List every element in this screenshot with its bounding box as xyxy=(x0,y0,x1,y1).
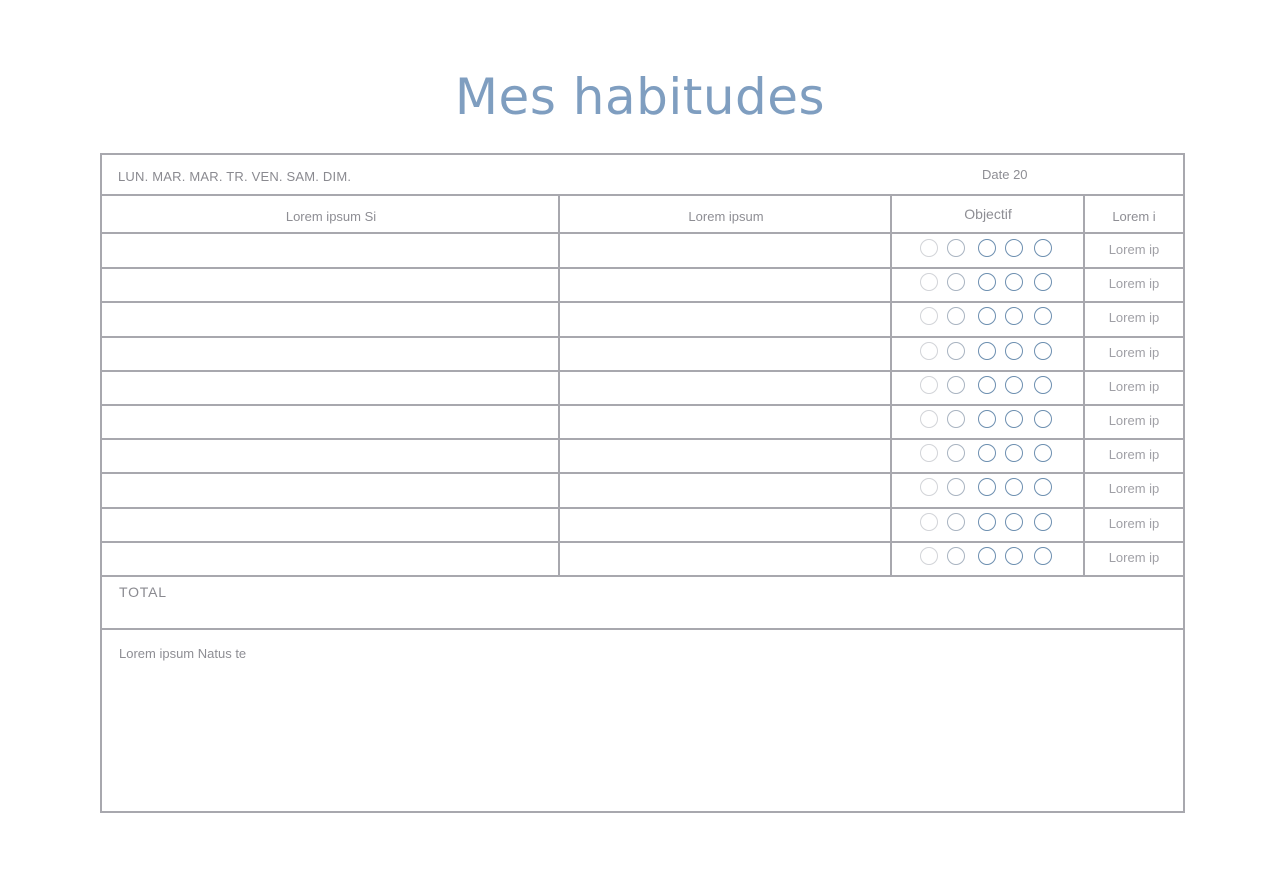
habit-row xyxy=(102,302,1183,336)
objective-circle[interactable] xyxy=(920,513,938,531)
total-label: TOTAL xyxy=(119,584,167,600)
row-label: Lorem ip xyxy=(1108,242,1160,257)
objective-circle[interactable] xyxy=(920,307,938,325)
row-label: Lorem ip xyxy=(1108,344,1160,360)
divider xyxy=(102,575,1183,577)
habit-name-cell[interactable] xyxy=(102,302,558,336)
row-label: Lorem ip xyxy=(1108,447,1160,463)
objective-circle[interactable] xyxy=(947,444,965,462)
objective-circle[interactable] xyxy=(947,513,965,531)
column-header-objectif: Objectif xyxy=(964,206,1012,222)
habit-row xyxy=(102,508,1183,542)
objective-circle[interactable] xyxy=(978,547,996,565)
column-header-habit: Lorem ipsum Si xyxy=(285,209,377,224)
habit-description-cell[interactable] xyxy=(560,234,890,268)
divider xyxy=(102,628,1183,630)
habit-row xyxy=(102,542,1183,576)
habit-row xyxy=(102,473,1183,507)
objective-circle[interactable] xyxy=(1034,410,1052,428)
objective-circle[interactable] xyxy=(920,410,938,428)
row-label: Lorem ip xyxy=(1108,413,1160,428)
objective-circle[interactable] xyxy=(1005,547,1023,565)
habit-name-cell[interactable] xyxy=(102,473,558,507)
objective-circle[interactable] xyxy=(1005,478,1023,496)
objective-circle[interactable] xyxy=(978,444,996,462)
objective-circle[interactable] xyxy=(1034,239,1052,257)
habit-description-cell[interactable] xyxy=(560,439,890,473)
objective-circle[interactable] xyxy=(1034,342,1052,360)
habit-tracker-sheet xyxy=(100,153,1185,813)
objective-circle[interactable] xyxy=(947,547,965,565)
objective-circle[interactable] xyxy=(1034,478,1052,496)
habit-row xyxy=(102,371,1183,405)
objective-circle[interactable] xyxy=(978,376,996,394)
habit-description-cell[interactable] xyxy=(560,405,890,439)
objective-circle[interactable] xyxy=(1005,376,1023,394)
objective-circle[interactable] xyxy=(920,273,938,291)
objective-circle[interactable] xyxy=(1005,273,1023,291)
objective-circle[interactable] xyxy=(1034,513,1052,531)
objective-circle[interactable] xyxy=(947,273,965,291)
habit-row xyxy=(102,268,1183,302)
objective-circle[interactable] xyxy=(1034,444,1052,462)
page-title: Mes habitudes xyxy=(454,68,826,126)
notes-label: Lorem ipsum Natus te xyxy=(119,646,247,661)
objective-circle[interactable] xyxy=(1005,513,1023,531)
habit-name-cell[interactable] xyxy=(102,234,558,268)
habit-row xyxy=(102,234,1183,268)
objective-circle[interactable] xyxy=(920,547,938,565)
objective-circle[interactable] xyxy=(920,239,938,257)
objective-circle[interactable] xyxy=(947,342,965,360)
objective-circle[interactable] xyxy=(978,478,996,496)
habit-name-cell[interactable] xyxy=(102,439,558,473)
objective-circle[interactable] xyxy=(947,239,965,257)
objective-circle[interactable] xyxy=(947,410,965,428)
column-header-extra: Lorem i xyxy=(1112,209,1156,224)
habit-row xyxy=(102,405,1183,439)
objective-circle[interactable] xyxy=(920,342,938,360)
habit-description-cell[interactable] xyxy=(560,371,890,405)
habit-description-cell[interactable] xyxy=(560,542,890,576)
habit-description-cell[interactable] xyxy=(560,508,890,542)
objective-circle[interactable] xyxy=(1034,547,1052,565)
objective-circle[interactable] xyxy=(978,239,996,257)
objective-circle[interactable] xyxy=(1005,342,1023,360)
habit-name-cell[interactable] xyxy=(102,405,558,439)
habit-name-cell[interactable] xyxy=(102,542,558,576)
objective-circle[interactable] xyxy=(920,376,938,394)
objective-circle[interactable] xyxy=(947,307,965,325)
objective-circle[interactable] xyxy=(978,342,996,360)
habit-name-cell[interactable] xyxy=(102,508,558,542)
objective-circle[interactable] xyxy=(1005,307,1023,325)
divider xyxy=(102,194,1183,196)
objective-circle[interactable] xyxy=(978,410,996,428)
row-label: Lorem ip xyxy=(1108,515,1160,531)
column-header-description: Lorem ipsum xyxy=(688,209,764,224)
objective-circle[interactable] xyxy=(978,273,996,291)
objective-circle[interactable] xyxy=(920,478,938,496)
objective-circle[interactable] xyxy=(1034,273,1052,291)
objective-circle[interactable] xyxy=(1005,444,1023,462)
row-label: Lorem ip xyxy=(1108,378,1160,394)
habit-description-cell[interactable] xyxy=(560,337,890,371)
weekday-labels: LUN. MAR. MAR. TR. VEN. SAM. DIM. xyxy=(118,169,352,184)
objective-circle[interactable] xyxy=(947,478,965,496)
habit-name-cell[interactable] xyxy=(102,337,558,371)
habit-description-cell[interactable] xyxy=(560,302,890,336)
habit-description-cell[interactable] xyxy=(560,268,890,302)
row-label: Lorem ip xyxy=(1108,276,1160,292)
habit-name-cell[interactable] xyxy=(102,371,558,405)
objective-circle[interactable] xyxy=(978,513,996,531)
objective-circle[interactable] xyxy=(978,307,996,325)
objective-circle[interactable] xyxy=(1005,239,1023,257)
objective-circle[interactable] xyxy=(1034,307,1052,325)
row-label: Lorem ip xyxy=(1108,310,1160,326)
objective-circle[interactable] xyxy=(947,376,965,394)
objective-circle[interactable] xyxy=(920,444,938,462)
date-label: Date 20 xyxy=(982,167,1028,182)
objective-circle[interactable] xyxy=(1034,376,1052,394)
row-label: Lorem ip xyxy=(1108,481,1160,497)
row-label: Lorem ip xyxy=(1108,549,1160,565)
habit-description-cell[interactable] xyxy=(560,473,890,507)
habit-row xyxy=(102,337,1183,371)
objective-circle[interactable] xyxy=(1005,410,1023,428)
habit-row xyxy=(102,439,1183,473)
habit-name-cell[interactable] xyxy=(102,268,558,302)
